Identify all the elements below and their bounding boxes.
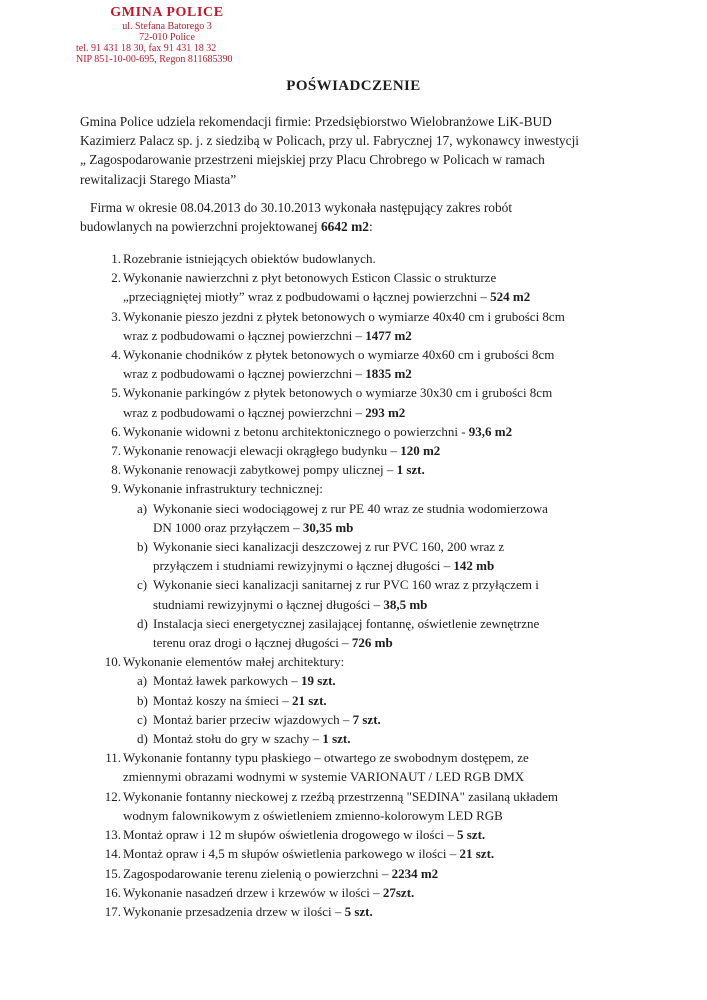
item-separator: –: [355, 366, 366, 382]
sub-item-text: przyłączem i studniami rewizyjnymi o łącznej długości: [153, 558, 444, 574]
item-line: [123, 345, 670, 364]
stamp-phone: tel. 91 431 18 30, fax 91 431 18 32: [76, 43, 217, 54]
item-number: 2.: [111, 270, 121, 286]
item-text: wraz z podbudowami o łącznej powierzchni: [123, 366, 356, 382]
project-area: 6642 m2: [320, 219, 369, 235]
item-text: Wykonanie nawierzchni z płyt betonowych Esticon Classic o strukturze: [123, 270, 497, 286]
item-separator: –: [480, 289, 491, 305]
list-item: [80, 249, 670, 268]
scope-line: Firma w okresie 08.04.2013 do 30.10.2013 wykonała następujący zakres robót: [90, 200, 513, 215]
item-text: Wykonanie nasadzeń drzew i krzewów w ilości: [123, 884, 374, 900]
item-number: 11.: [105, 750, 121, 766]
sub-item-line: [153, 614, 670, 633]
item-text: wraz z podbudowami o łącznej powierzchni: [123, 404, 356, 420]
sub-item: [80, 671, 670, 690]
item-line: [123, 383, 670, 402]
work-list: [80, 249, 670, 921]
intro-line: Gmina Police udziela rekomendacji firmie: Przedsiębiorstwo Wielobranżowe LiK-BUD: [80, 114, 552, 129]
item-value: 524 m2: [490, 289, 531, 305]
item-number: 3.: [111, 308, 121, 324]
intro-paragraph: [80, 112, 640, 189]
item-line: [123, 460, 670, 479]
item-number: 4.: [111, 347, 121, 363]
item-line: [123, 479, 670, 498]
item-number: 1.: [111, 251, 121, 266]
sub-item-text: Wykonanie sieci wodociągowej z rur PE 40 wraz ze studnia wodomierzowa: [153, 500, 548, 516]
item-line: [123, 787, 670, 806]
stamp-city: 72-010 Police: [139, 32, 195, 43]
sub-item-separator: –: [293, 519, 303, 535]
sub-item-separator: –: [312, 731, 323, 747]
sub-item-value: 7 szt.: [352, 711, 381, 727]
item-separator: –: [381, 865, 392, 881]
item-value: 2234 m2: [391, 865, 439, 881]
stamp-name: GMINA POLICE: [110, 5, 224, 20]
item-number: 10.: [104, 654, 121, 670]
item-separator: –: [386, 462, 397, 478]
sub-item-value: 1 szt.: [322, 731, 351, 747]
sub-item-line: [153, 556, 670, 575]
item-line: [123, 268, 670, 287]
list-item: [80, 307, 670, 345]
sub-item-text: Montaż koszy na śmieci: [153, 692, 283, 708]
item-value: 293 m2: [365, 404, 406, 420]
sub-item-text: terenu oraz drogi o łącznej długości: [153, 635, 343, 651]
stamp-nip: NIP 851-10-00-695, Regon 811685390: [76, 54, 233, 65]
item-value: 1477 m2: [365, 327, 412, 343]
item-line: [123, 652, 670, 671]
list-item: [80, 748, 670, 786]
sub-item-value: 19 szt.: [301, 673, 336, 689]
item-line: [123, 249, 670, 268]
municipality-stamp: [76, 5, 258, 65]
item-line: [123, 902, 670, 921]
item-text: wraz z podbudowami o łącznej powierzchni: [123, 327, 356, 343]
list-item: [80, 422, 670, 441]
item-text: Rozebranie istniejących obiektów budowlanych.: [123, 251, 376, 266]
sub-item: [80, 499, 670, 537]
item-text: Wykonanie renowacji elewacji okrągłego budynku: [123, 443, 391, 459]
item-text: zmiennymi obrazami wodnymi w systemie VARIONAUT / LED RGB DMX: [123, 769, 525, 785]
item-line: [123, 326, 670, 345]
item-text: Wykonanie renowacji zabytkowej pompy ulicznej: [123, 462, 387, 478]
item-number: 5.: [111, 385, 121, 401]
item-number: 16.: [104, 884, 121, 900]
sub-item-value: 38,5 mb: [383, 596, 428, 612]
list-item: [80, 902, 670, 921]
item-number: 9.: [111, 481, 121, 497]
sub-item-line: [153, 729, 670, 748]
item-line: [123, 767, 670, 786]
sub-item-text: Montaż barier przeciw wjazdowych: [153, 711, 343, 727]
item-text: Wykonanie pieszo jezdni z płytek betonowych o wymiarze 40x40 cm i grubości 8cm: [123, 308, 565, 324]
sub-item-separator: –: [342, 711, 353, 727]
sub-item-line: [153, 691, 670, 710]
sub-item: [80, 614, 670, 652]
item-separator: –: [355, 327, 366, 343]
list-item: [80, 864, 670, 883]
item-separator: –: [447, 827, 457, 843]
sub-item-letter: b): [137, 539, 148, 555]
item-number: 15.: [104, 865, 121, 881]
item-line: [123, 364, 670, 383]
sub-item-letter: c): [137, 577, 148, 593]
sub-item-line: [153, 575, 670, 594]
sub-item-letter: c): [137, 711, 148, 727]
item-text: Wykonanie infrastruktury technicznej:: [123, 481, 323, 497]
list-item: [80, 883, 670, 902]
sub-item-text: studniami rewizyjnymi o łącznej długości: [153, 596, 374, 612]
sub-item-letter: d): [137, 731, 148, 747]
sub-item-line: [153, 499, 670, 518]
item-text: Wykonanie fontanny typu płaskiego – otwartego ze swobodnym dostępem, ze: [123, 750, 529, 766]
sub-item: [80, 691, 670, 710]
sub-item-value: 30,35 mb: [302, 519, 354, 535]
item-line: [123, 403, 670, 422]
item-number: 13.: [104, 827, 121, 843]
sub-item-letter: a): [137, 673, 148, 689]
item-separator: –: [334, 903, 345, 919]
sub-item-separator: –: [342, 635, 352, 651]
item-separator: –: [390, 443, 401, 459]
sub-item-separator: –: [291, 673, 302, 689]
sub-item-value: 21 szt.: [292, 692, 327, 708]
sub-item-line: [153, 595, 670, 614]
item-line: [123, 864, 670, 883]
item-line: [123, 422, 670, 441]
item-value: 1835 m2: [365, 366, 412, 382]
item-line: [123, 825, 670, 844]
item-value: 120 m2: [400, 443, 441, 459]
item-text: Montaż opraw i 4,5 m słupów oświetlenia parkowego w ilości: [123, 846, 450, 862]
item-text: Montaż opraw i 12 m słupów oświetlenia drogowego w ilości: [123, 827, 448, 843]
scope-colon: :: [368, 219, 373, 235]
sub-item-letter: d): [137, 615, 148, 631]
sub-item-letter: b): [137, 692, 148, 708]
item-separator: –: [355, 404, 366, 420]
stamp-street: ul. Stefana Batorego 3: [122, 21, 212, 32]
sub-item-text: Instalacja sieci energetycznej zasilającej fontannę, oświetlenie zewnętrzne: [153, 615, 540, 631]
list-item: [80, 652, 670, 671]
sub-item-text: Wykonanie sieci kanalizacji sanitarnej z rur PVC 160 wraz z przyłączem i: [153, 577, 539, 593]
sub-item-separator: –: [373, 596, 384, 612]
item-number: 7.: [111, 443, 121, 459]
item-number: 17.: [104, 903, 121, 919]
item-text: Wykonanie elementów małej architektury:: [123, 654, 345, 670]
item-line: [123, 748, 670, 767]
item-value: 93,6 m2: [468, 423, 513, 439]
sub-item-separator: –: [443, 558, 454, 574]
sub-item-line: [153, 537, 670, 556]
item-text: wodnym falownikowym z oświetleniem zmienno-kolorowym LED RGB: [123, 807, 503, 823]
sub-item-text: DN 1000 oraz przyłączem: [153, 519, 294, 535]
document-title: POŚWIADCZENIE: [286, 78, 421, 94]
item-text: Zagospodarowanie terenu zielenią o powierzchni: [123, 865, 382, 881]
item-separator: –: [373, 884, 383, 900]
item-value: 21 szt.: [459, 846, 495, 862]
sub-item-letter: a): [137, 500, 148, 516]
list-item: [80, 345, 670, 383]
item-separator: -: [461, 423, 469, 439]
sub-item-text: Montaż ławek parkowych: [153, 673, 292, 689]
sub-item: [80, 575, 670, 613]
sub-item-value: 142 mb: [453, 558, 495, 574]
sub-item-line: [153, 671, 670, 690]
list-item: [80, 479, 670, 498]
intro-line: rewitalizacji Starego Miasta”: [80, 171, 237, 187]
item-text: Wykonanie widowni z betonu architektonicznego o powierzchni: [123, 423, 462, 439]
list-item: [80, 844, 670, 863]
item-value: 1 szt.: [396, 462, 425, 478]
scope-line: budowlanych na powierzchni projektowanej: [80, 219, 321, 235]
item-text: Wykonanie parkingów z płytek betonowych o wymiarze 30x30 cm i grubości 8cm: [123, 385, 553, 401]
intro-line: „ Zagospodarowanie przestrzeni miejskiej przy Placu Chrobrego w Policach w ramach: [80, 152, 545, 168]
sub-item-separator: –: [282, 692, 292, 708]
sub-item-value: 726 mb: [351, 635, 393, 651]
sub-item-line: [153, 518, 670, 537]
item-number: 8.: [111, 462, 121, 478]
item-value: 5 szt.: [456, 827, 486, 843]
list-item: [80, 268, 670, 306]
item-value: 27szt.: [382, 884, 415, 900]
item-text: Wykonanie chodników z płytek betonowych o wymiarze 40x60 cm i grubości 8cm: [123, 347, 555, 363]
item-line: [123, 844, 670, 863]
sub-item-text: Wykonanie sieci kanalizacji deszczowej z rur PVC 160, 200 wraz z: [153, 539, 505, 555]
scope-paragraph: [80, 198, 640, 236]
list-item: [80, 383, 670, 421]
sub-item: [80, 537, 670, 575]
list-item: [80, 460, 670, 479]
sub-item-line: [153, 633, 670, 652]
sub-item: [80, 710, 670, 729]
sub-item: [80, 729, 670, 748]
list-item: [80, 825, 670, 844]
item-text: „przeciągniętej miotły” wraz z podbudowami o łącznej powierzchni: [123, 289, 481, 305]
item-line: [123, 806, 670, 825]
sub-item-text: Montaż stołu do gry w szachy: [153, 731, 313, 747]
item-line: [123, 883, 670, 902]
item-number: 12.: [104, 788, 121, 804]
item-value: 5 szt.: [344, 903, 373, 919]
item-line: [123, 307, 670, 326]
list-item: [80, 441, 670, 460]
item-separator: –: [449, 846, 460, 862]
sub-item-line: [153, 710, 670, 729]
item-number: 14.: [104, 846, 121, 862]
intro-line: Kazimierz Palacz sp. j. z siedzibą w Policach, przy ul. Fabrycznej 17, wykonawcy inwestycji: [80, 133, 580, 149]
list-item: [80, 787, 670, 825]
item-text: Wykonanie fontanny nieckowej z rzeźbą przestrzenną "SEDINA" zasilaną układem: [123, 788, 559, 804]
item-line: [123, 441, 670, 460]
item-line: [123, 287, 670, 306]
item-text: Wykonanie przesadzenia drzew w ilości: [123, 903, 335, 919]
item-number: 6.: [111, 423, 121, 439]
